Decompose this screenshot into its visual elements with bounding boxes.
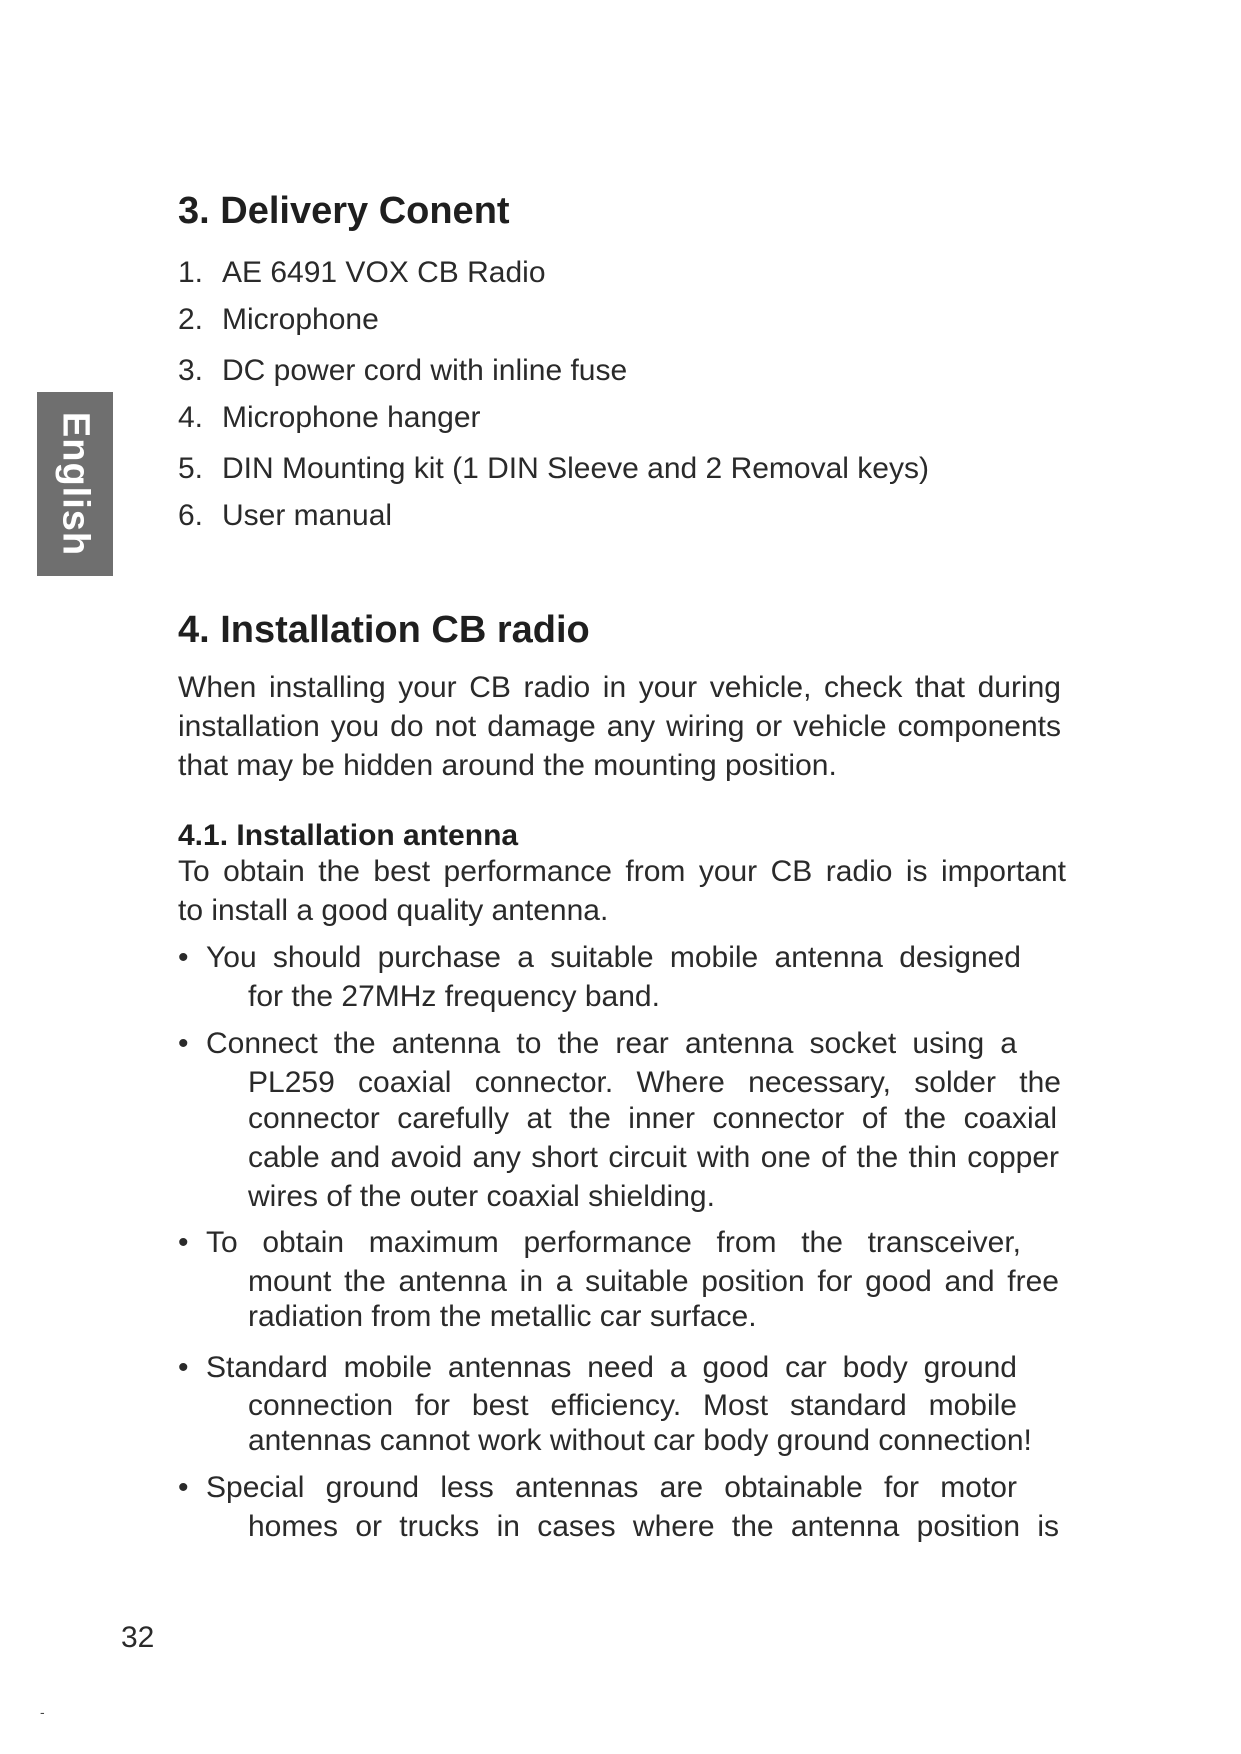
bullet-line: PL259 coaxial connector. Where necessary, solder the: [248, 1068, 1061, 1099]
list-item-text: Microphone hanger: [222, 401, 481, 434]
list-item: [178, 501, 392, 531]
paragraph-line: When installing your CB radio in your vehicle, check that during: [178, 673, 1061, 704]
section-4-1-heading: 4.1. Installation antenna: [178, 819, 519, 852]
list-item-number: 3.: [178, 354, 204, 387]
paragraph-line: To obtain the best performance from your CB radio is important: [178, 857, 1066, 888]
list-item: [178, 258, 546, 288]
bullet-line: connector carefully at the inner connector of the coaxial: [248, 1104, 1057, 1135]
bullet-line: for the 27MHz frequency band.: [248, 980, 660, 1013]
bullet-line: antennas cannot work without car body ground connection!: [248, 1424, 1032, 1457]
bullet-line: Standard mobile antennas need a good car body ground: [206, 1353, 1017, 1384]
bullet-marker: •: [178, 1471, 189, 1504]
list-item-number: 2.: [178, 303, 204, 336]
list-item-number: 6.: [178, 499, 204, 532]
list-item-text: Microphone: [222, 303, 379, 336]
bullet-line: radiation from the metallic car surface.: [248, 1300, 757, 1333]
language-tab: [37, 392, 113, 576]
bullet-line: Connect the antenna to the rear antenna socket using a: [206, 1029, 1017, 1060]
list-item-text: DIN Mounting kit (1 DIN Sleeve and 2 Removal keys): [222, 452, 929, 485]
bullet-line: homes or trucks in cases where the antenna position is: [248, 1512, 1059, 1543]
footer-mark: -: [40, 1704, 45, 1720]
paragraph-line: that may be hidden around the mounting position.: [178, 749, 837, 782]
list-item: [178, 356, 627, 386]
list-item: [178, 305, 379, 335]
paragraph-line: to install a good quality antenna.: [178, 894, 609, 927]
bullet-line: mount the antenna in a suitable position for good and free: [248, 1267, 1059, 1298]
bullet-marker: •: [178, 941, 189, 974]
list-item-text: AE 6491 VOX CB Radio: [222, 256, 546, 289]
bullet-marker: •: [178, 1027, 189, 1060]
list-item-number: 4.: [178, 401, 204, 434]
paragraph-line: installation you do not damage any wiring or vehicle components: [178, 712, 1061, 743]
bullet-marker: •: [178, 1226, 189, 1259]
list-item-text: DC power cord with inline fuse: [222, 354, 628, 387]
bullet-line: cable and avoid any short circuit with one of the thin copper: [248, 1143, 1059, 1174]
list-item-number: 1.: [178, 256, 204, 289]
bullet-line: You should purchase a suitable mobile antenna designed: [206, 943, 1021, 974]
language-tab-label: English: [54, 411, 97, 557]
bullet-line: wires of the outer coaxial shielding.: [248, 1180, 715, 1213]
section-4-heading: 4. Installation CB radio: [178, 609, 590, 651]
bullet-line: Special ground less antennas are obtainable for motor: [206, 1473, 1017, 1504]
list-item-text: User manual: [222, 499, 393, 532]
bullet-line: To obtain maximum performance from the transceiver,: [206, 1228, 1021, 1259]
list-item: [178, 403, 481, 433]
list-item: [178, 454, 929, 484]
list-item-number: 5.: [178, 452, 204, 485]
page-number: 32: [121, 1621, 155, 1654]
bullet-marker: •: [178, 1351, 189, 1384]
bullet-line: connection for best efficiency. Most standard mobile: [248, 1391, 1017, 1422]
section-3-heading: 3. Delivery Conent: [178, 190, 510, 232]
